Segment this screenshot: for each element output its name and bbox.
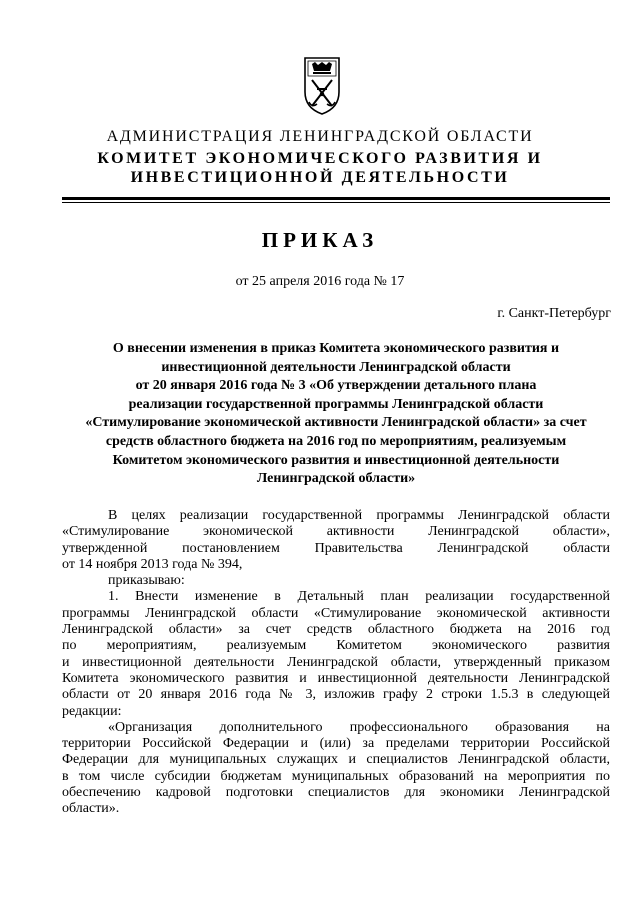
body-line: области от 20 января 2016 года № 3, изложив графу 2 строки 1.5.3 в следующей [62,687,610,703]
body-line: от 14 ноября 2013 года № 394, [62,556,243,572]
subject-line: от 20 января 2016 года № 3 «Об утверждении детального плана [135,378,537,394]
body-line: В целях реализации государственной программы Ленинградской области [108,508,610,523]
committee-name-line2: ИНВЕСТИЦИОННОЙ ДЕЯТЕЛЬНОСТИ [130,169,510,186]
committee-name-line1: КОМИТЕТ ЭКОНОМИЧЕСКОГО РАЗВИТИЯ И [97,150,543,167]
subject-line: «Стимулирование экономической активности Ленинградской области» за счет [85,415,587,431]
body-line: и инвестиционной деятельности Ленинградской области, утвержденный приказом [62,654,610,670]
subject-line: реализации государственной программы Ленинградской области [128,396,544,412]
order-date-number: от 25 апреля 2016 года № 17 [235,274,405,289]
administration-name: АДМИНИСТРАЦИЯ ЛЕНИНГРАДСКОЙ ОБЛАСТИ [106,128,534,145]
body-line: редакции: [62,703,122,719]
body-line: утвержденной постановлением Правительства Ленинградской области [62,540,610,556]
order-body [62,508,610,818]
body-line: Федерации для муниципальных служащих и специалистов Ленинградской области, [62,752,610,768]
body-line: территории Российской Федерации и (или) за пределами территории Российской [62,736,610,752]
subject-line: О внесении изменения в приказ Комитета экономического развития и [112,341,560,356]
subject-line: Комитетом экономического развития и инвестиционной деятельности [112,452,560,468]
body-line: в том числе субсидии бюджетам муниципальных образований на мероприятия по [62,768,610,784]
body-line: «Стимулирование экономической активности Ленинградской области», [62,524,610,540]
coat-of-arms-icon [300,54,344,116]
body-line: программы Ленинградской области «Стимулирование экономической активности [62,605,610,621]
city: г. Санкт-Петербург [497,306,611,321]
subject-line: средств областного бюджета на 2016 год по мероприятиям, реализуемым [105,433,567,449]
body-line: Ленинградской области» за счет средств областного бюджета на 2016 год [62,622,610,638]
subject-line: Ленинградской области» [256,471,416,487]
body-line: Комитета экономического развития и инвестиционной деятельности Ленинградской [62,670,610,686]
body-line: приказываю: [108,573,185,589]
body-line: области». [62,801,120,817]
document-title: ПРИКАЗ [261,228,379,252]
header-rule-thick [62,197,610,200]
subject-line: инвестиционной деятельности Ленинградской области [161,359,511,375]
header-rule-thin [62,202,610,203]
body-line: «Организация дополнительного профессионального образования на [108,719,610,735]
body-line: по мероприятиям, реализуемым Комитетом экономического развития [62,638,610,654]
body-line: 1. Внести изменение в Детальный план реализации государственной [108,589,610,605]
body-line: обеспечению кадровой подготовки специалистов для экономики Ленинградской [62,785,610,801]
order-subject [62,340,610,489]
